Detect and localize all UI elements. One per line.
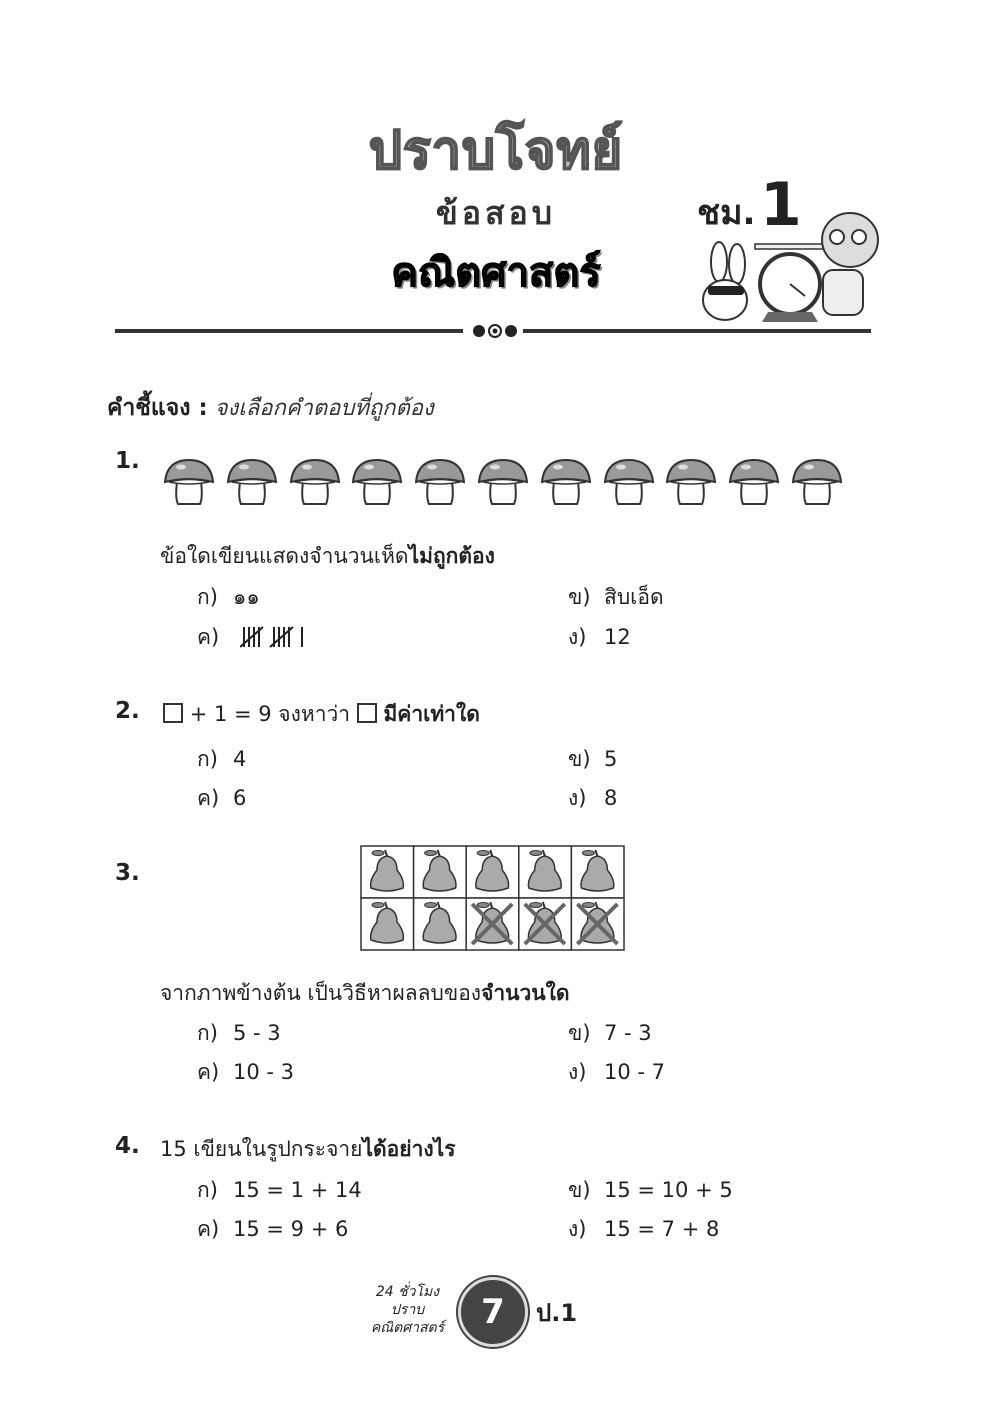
q1-option-d[interactable] xyxy=(568,621,631,654)
question-4-text xyxy=(160,1133,456,1166)
question-2-text xyxy=(163,698,480,731)
option-value: 6 xyxy=(233,786,247,810)
option-label: ง) xyxy=(568,1060,587,1084)
option-label: ค) xyxy=(197,786,220,810)
pear-icon xyxy=(361,898,414,950)
hours-number: 1 xyxy=(760,170,802,240)
footer-line-3: คณิตศาสตร์ xyxy=(370,1320,445,1336)
option-label: ข) xyxy=(568,1021,591,1045)
question-2-prompt: + 1 = 9 จงหาว่า xyxy=(189,702,351,726)
option-label: ง) xyxy=(568,1217,587,1241)
question-1-text xyxy=(160,540,495,573)
pear-icon xyxy=(414,898,467,950)
mushroom-icon xyxy=(477,458,529,506)
option-value: 8 xyxy=(604,786,618,810)
mushroom-icon xyxy=(414,458,466,506)
question-1-number: 1. xyxy=(115,448,140,474)
pear-icon xyxy=(361,846,414,898)
option-value: 7 - 3 xyxy=(604,1021,652,1045)
bear-icon xyxy=(822,213,878,315)
q4-option-c[interactable] xyxy=(197,1213,348,1246)
option-value: 10 - 7 xyxy=(604,1060,666,1084)
option-label: ค) xyxy=(197,625,220,649)
option-value: 10 - 3 xyxy=(233,1060,295,1084)
mushroom-icon xyxy=(791,458,843,506)
q4-option-b[interactable] xyxy=(568,1174,733,1207)
option-label: ง) xyxy=(568,786,587,810)
mushroom-icon xyxy=(226,458,278,506)
q3-option-b[interactable] xyxy=(568,1017,652,1050)
scale-icon xyxy=(755,244,830,322)
blank-box-icon xyxy=(357,703,377,723)
q1-option-a[interactable] xyxy=(197,581,260,614)
q2-option-b[interactable] xyxy=(568,743,617,776)
q4-option-a[interactable] xyxy=(197,1174,362,1207)
footer-line-2: ปราบ xyxy=(390,1302,425,1318)
pear-icon xyxy=(571,846,624,898)
option-label: ข) xyxy=(568,585,591,609)
footer-line-1: 24 ชั่วโมง xyxy=(375,1284,440,1300)
q4-option-d[interactable] xyxy=(568,1213,719,1246)
mushroom-icon xyxy=(163,458,215,506)
question-1-prompt: ข้อใดเขียนแสดงจำนวนเห็ด xyxy=(160,544,409,568)
instructions xyxy=(107,390,434,426)
header-divider-right xyxy=(523,329,871,333)
q2-option-d[interactable] xyxy=(568,782,617,815)
crossed-pear-icon xyxy=(466,898,519,950)
q3-option-c[interactable] xyxy=(197,1056,294,1089)
option-label: ค) xyxy=(197,1217,220,1241)
question-2-number: 2. xyxy=(115,698,140,724)
question-4-emphasis: ได้อย่างไร xyxy=(362,1137,456,1161)
pear-icon xyxy=(466,846,519,898)
option-label: ก) xyxy=(197,1021,218,1045)
rabbit-icon xyxy=(703,242,747,320)
crossed-pear-icon xyxy=(519,898,572,950)
mushroom-icon xyxy=(540,458,592,506)
mushroom-icon xyxy=(728,458,780,506)
mushroom-icon xyxy=(603,458,655,506)
mushroom-icon xyxy=(665,458,717,506)
option-value: 12 xyxy=(604,625,631,649)
header-divider-left xyxy=(115,329,463,333)
question-1-emphasis: ไม่ถูกต้อง xyxy=(408,544,495,568)
question-4-number: 4. xyxy=(115,1133,140,1159)
question-3-text xyxy=(160,977,570,1010)
option-label: ข) xyxy=(568,1178,591,1202)
option-label: ค) xyxy=(197,1060,220,1084)
option-value: 15 = 10 + 5 xyxy=(604,1178,733,1202)
instructions-text: จงเลือกคำตอบที่ถูกต้อง xyxy=(214,396,434,421)
page-number: 7 xyxy=(458,1277,528,1347)
q3-option-d[interactable] xyxy=(568,1056,665,1089)
question-4-prompt: 15 เขียนในรูปกระจาย xyxy=(160,1137,363,1161)
option-label: ก) xyxy=(197,1178,218,1202)
mushroom-row xyxy=(163,458,843,508)
q3-option-a[interactable] xyxy=(197,1017,281,1050)
option-label: ข) xyxy=(568,747,591,771)
blank-box-icon xyxy=(163,703,183,723)
option-value: 4 xyxy=(233,747,247,771)
option-value: ๑๑ xyxy=(233,585,260,609)
footer-grade: ป.1 xyxy=(536,1299,578,1327)
hours-label: ชม. xyxy=(697,193,756,233)
option-value: 15 = 9 + 6 xyxy=(233,1217,349,1241)
book-title: ปราบโจทย์ xyxy=(368,121,624,181)
q2-option-a[interactable] xyxy=(197,743,246,776)
option-value: สิบเอ็ด xyxy=(604,585,664,609)
q1-option-c[interactable] xyxy=(197,621,310,654)
crossed-pear-icon xyxy=(571,898,624,950)
mushroom-icon xyxy=(289,458,341,506)
option-label: ง) xyxy=(568,625,587,649)
option-label: ก) xyxy=(197,585,218,609)
option-value: 15 = 7 + 8 xyxy=(604,1217,720,1241)
question-3-emphasis: จำนวนใด xyxy=(481,981,570,1005)
q1-option-b[interactable] xyxy=(568,581,664,614)
question-3-prompt: จากภาพข้างต้น เป็นวิธีหาผลลบของ xyxy=(160,981,482,1005)
option-value: 5 - 3 xyxy=(233,1021,281,1045)
mushroom-icon xyxy=(351,458,403,506)
book-subtitle: ข้อสอบ xyxy=(435,194,557,232)
option-value: 5 xyxy=(604,747,618,771)
q2-option-c[interactable] xyxy=(197,782,246,815)
pear-icon xyxy=(414,846,467,898)
footer-book-name xyxy=(360,1283,455,1337)
option-value: 15 = 1 + 14 xyxy=(233,1178,362,1202)
question-2-emphasis: มีค่าเท่าใด xyxy=(383,702,480,726)
divider-dots-icon xyxy=(470,322,520,340)
instructions-label: คำชี้แจง : xyxy=(107,395,208,421)
option-label: ก) xyxy=(197,747,218,771)
pear-grid xyxy=(360,845,625,952)
book-subject: คณิตศาสตร์ xyxy=(391,250,601,296)
question-3-number: 3. xyxy=(115,860,140,886)
pear-icon xyxy=(519,846,572,898)
tally-marks-11-icon xyxy=(240,625,310,649)
